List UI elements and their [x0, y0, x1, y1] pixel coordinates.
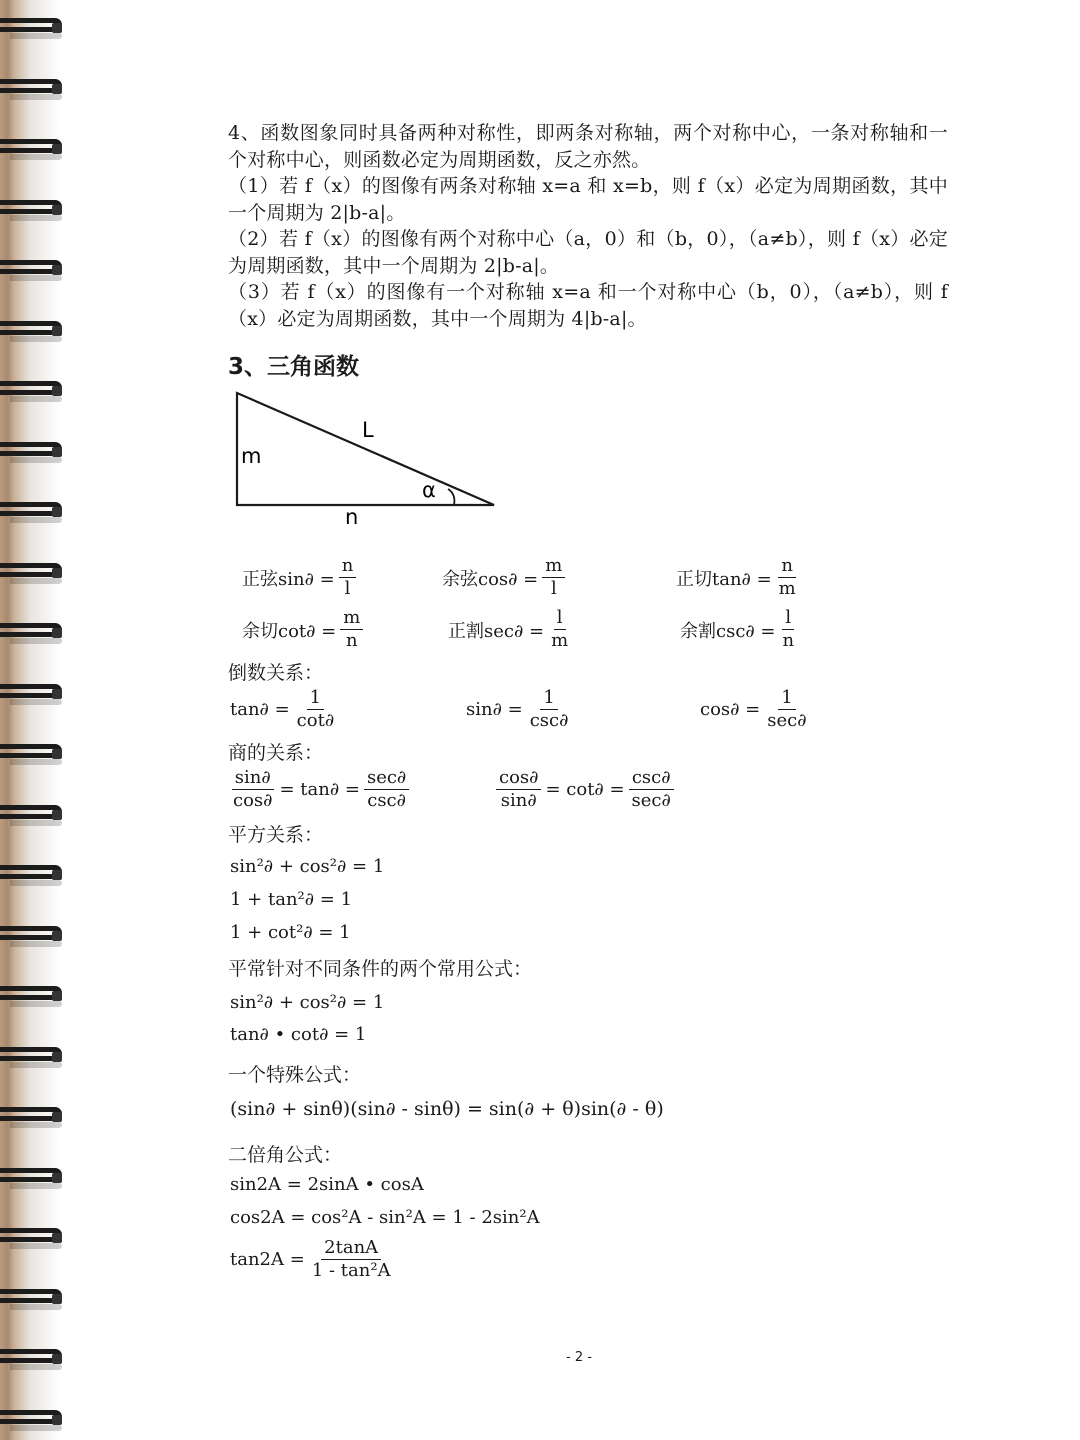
paragraph-4-2: （2）若 f（x）的图像有两个对称中心（a，0）和（b，0），（a≠b），则 f（x）必定为周期函数，其中一个周期为 2|b-a|。: [228, 228, 948, 277]
fraction: [364, 768, 409, 811]
denominator: m: [551, 630, 569, 651]
def-sin-lhs: 正弦sin∂ =: [242, 568, 335, 590]
binding-ring: [0, 1345, 72, 1375]
square-formula-1: sin²∂ + cos²∂ = 1: [230, 856, 385, 877]
denominator: sin∂: [500, 790, 537, 811]
def-tan: [676, 556, 799, 599]
side-n-label: n: [345, 505, 359, 529]
page-number: - 2 -: [566, 1350, 592, 1365]
denominator: csc∂: [529, 710, 569, 731]
quotient-title: 商的关系：: [228, 742, 324, 764]
numerator: cos∂: [496, 768, 541, 790]
common-formula-2: tan∂ • cot∂ = 1: [230, 1024, 367, 1045]
double-angle-title: 二倍角公式：: [228, 1144, 343, 1166]
binding-ring: [0, 317, 72, 347]
binding-ring: [0, 377, 72, 407]
def-sec: [448, 608, 571, 651]
binding-ring: [0, 1103, 72, 1133]
binding-ring: [0, 438, 72, 468]
hypotenuse-label: L: [362, 418, 374, 442]
angle-arc: [448, 489, 454, 505]
denominator: cot∂: [296, 710, 335, 731]
denominator: cos∂: [233, 790, 273, 811]
special-title: 一个特殊公式：: [228, 1064, 362, 1086]
binding-ring: [0, 861, 72, 891]
def-cot-lhs: 余切cot∂ =: [242, 620, 337, 642]
binding-ring: [0, 75, 72, 105]
double-angle-sin: sin2A = 2sinA • cosA: [230, 1174, 424, 1195]
binding-ring: [0, 559, 72, 589]
denominator: csc∂: [367, 790, 406, 811]
numerator: 2tanA: [321, 1238, 381, 1260]
formula-lhs: sin∂ =: [466, 699, 523, 720]
fraction: [294, 688, 337, 731]
formula-middle: = tan∂ =: [279, 779, 360, 800]
def-csc: [680, 608, 797, 651]
binding-ring: [0, 1224, 72, 1254]
denominator: n: [782, 630, 795, 651]
fraction: [780, 608, 798, 651]
binding-ring: [0, 196, 72, 226]
fraction: [776, 556, 799, 599]
binding-ring: [0, 1164, 72, 1194]
binding-ring: [0, 14, 72, 44]
fraction: [548, 608, 571, 651]
quotient-formula-2: [496, 768, 674, 811]
fraction: [309, 1238, 394, 1281]
fraction: [340, 608, 363, 651]
reciprocal-tan: [230, 688, 337, 731]
binding-ring: [0, 619, 72, 649]
formula-middle: = cot∂ =: [545, 779, 625, 800]
fraction: [496, 768, 541, 811]
binding-ring: [0, 1285, 72, 1315]
special-formula: (sin∂ + sinθ)(sin∂ - sinθ) = sin(∂ + θ)sin(∂ - θ): [230, 1098, 664, 1120]
formula-lhs: tan∂ =: [230, 699, 290, 720]
right-triangle-diagram: [228, 386, 508, 531]
denominator: l: [344, 578, 351, 599]
binding-ring: [0, 256, 72, 286]
numerator: 1: [778, 688, 795, 710]
denominator: m: [778, 578, 796, 599]
reciprocal-title: 倒数关系：: [228, 662, 324, 684]
binding-ring: [0, 1043, 72, 1073]
intro-text: [228, 120, 948, 332]
numerator: 1: [307, 688, 324, 710]
fraction: [629, 768, 674, 811]
reciprocal-sin: [466, 688, 571, 731]
denominator: l: [550, 578, 557, 599]
numerator: n: [339, 556, 357, 578]
common-formula-1: sin²∂ + cos²∂ = 1: [230, 992, 385, 1013]
quotient-formula-1: [230, 768, 409, 811]
numerator: n: [778, 556, 796, 578]
binding-ring: [0, 135, 72, 165]
def-sin: [242, 556, 356, 599]
numerator: m: [542, 556, 565, 578]
paragraph-4-1: （1）若 f（x）的图像有两条对称轴 x=a 和 x=b，则 f（x）必定为周期函数，其中一个周期为 2|b-a|。: [228, 175, 948, 224]
numerator: l: [554, 608, 566, 630]
side-m-label: m: [241, 444, 262, 468]
fraction: [764, 688, 809, 731]
numerator: m: [340, 608, 363, 630]
binding-ring: [0, 498, 72, 528]
binding-ring: [0, 801, 72, 831]
angle-alpha-label: α: [422, 478, 436, 502]
binding-ring: [0, 922, 72, 952]
binding-ring: [0, 740, 72, 770]
square-formula-2: 1 + tan²∂ = 1: [230, 889, 353, 910]
fraction: [230, 768, 275, 811]
binding-ring: [0, 982, 72, 1012]
denominator: sec∂: [631, 790, 671, 811]
square-title: 平方关系：: [228, 824, 324, 846]
def-tan-lhs: 正切tan∂ =: [676, 568, 772, 590]
double-angle-cos: cos2A = cos²A - sin²A = 1 - 2sin²A: [230, 1207, 540, 1228]
triangle-shape: [237, 393, 494, 505]
numerator: l: [782, 608, 794, 630]
paragraph-4-3: （3）若 f（x）的图像有一个对称轴 x=a 和一个对称中心（b，0），（a≠b），则 f（x）必定为周期函数，其中一个周期为 4|b-a|。: [228, 281, 948, 330]
def-sec-lhs: 正割sec∂ =: [448, 620, 545, 642]
denominator: n: [346, 630, 358, 651]
binding-ring: [0, 1406, 72, 1436]
def-csc-lhs: 余割csc∂ =: [680, 620, 776, 642]
fraction: [527, 688, 572, 731]
reciprocal-cos: [700, 688, 810, 731]
numerator: csc∂: [629, 768, 674, 790]
fraction: [542, 556, 565, 599]
def-cos: [442, 556, 565, 599]
formula-lhs: tan2A =: [230, 1249, 305, 1270]
spiral-binding: [0, 0, 80, 1440]
numerator: sin∂: [232, 768, 274, 790]
common-title: 平常针对不同条件的两个常用公式：: [228, 958, 533, 980]
section-title: 3、三角函数: [228, 354, 360, 380]
binding-ring: [0, 680, 72, 710]
def-cos-lhs: 余弦cos∂ =: [442, 568, 539, 590]
numerator: sec∂: [364, 768, 409, 790]
denominator: sec∂: [767, 710, 807, 731]
formula-lhs: cos∂ =: [700, 699, 761, 720]
fraction: [339, 556, 357, 599]
paragraph-4: 4、函数图象同时具备两种对称性，即两条对称轴，两个对称中心，一条对称轴和一个对称中心，则函数必定为周期函数，反之亦然。: [228, 122, 948, 171]
def-cot: [242, 608, 363, 651]
denominator: 1 - tan²A: [311, 1260, 391, 1281]
square-formula-3: 1 + cot²∂ = 1: [230, 922, 351, 943]
numerator: 1: [540, 688, 557, 710]
double-angle-tan: [230, 1238, 394, 1281]
